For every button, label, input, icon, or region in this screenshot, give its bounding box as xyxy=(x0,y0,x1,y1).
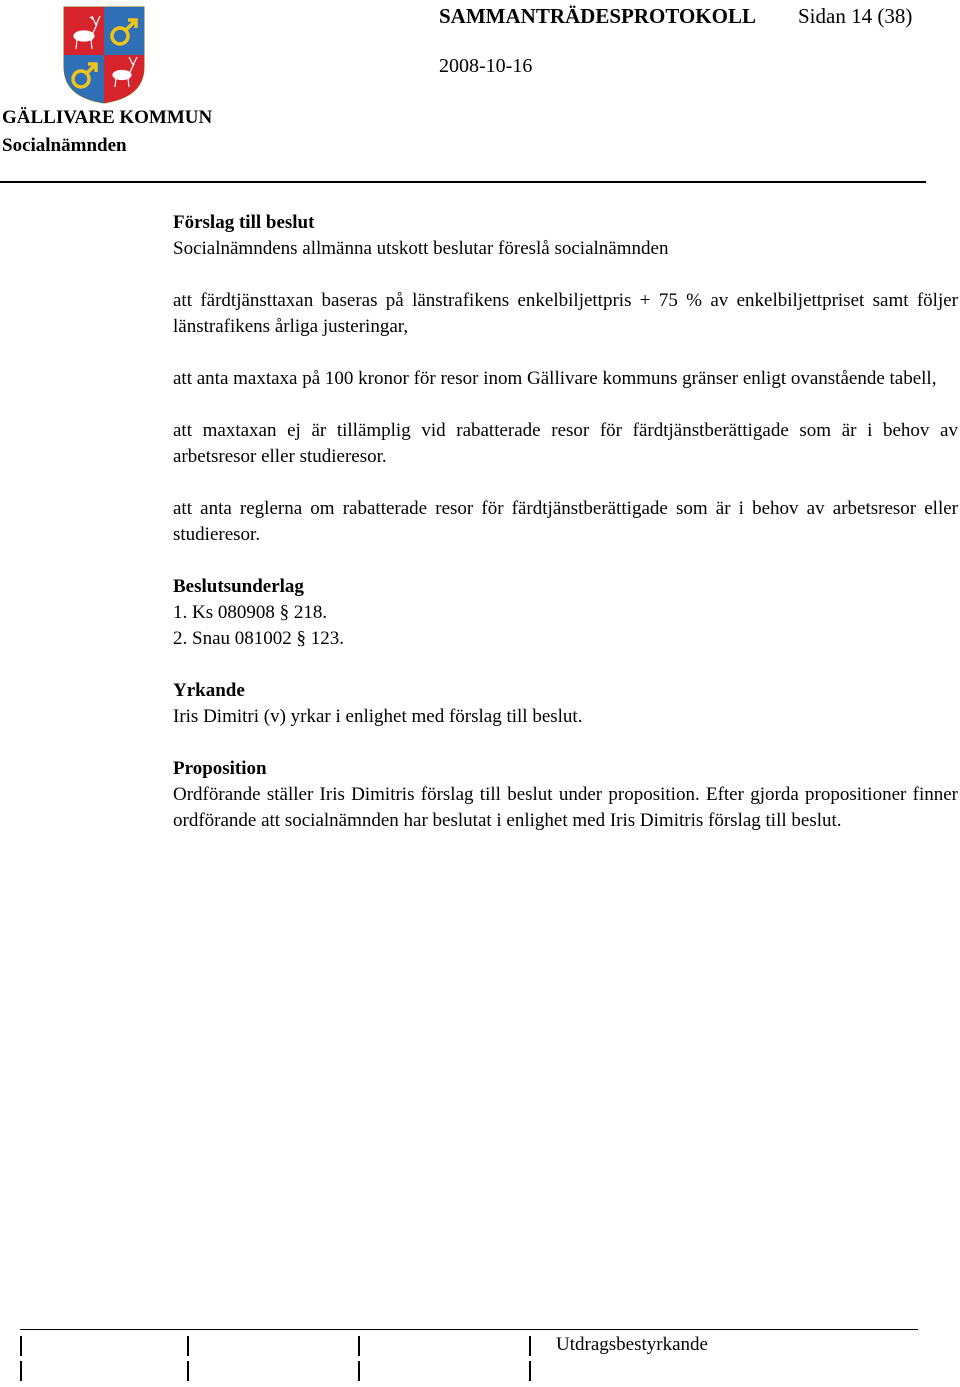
motion-text: Iris Dimitri (v) yrkar i enlighet med förslag till beslut. xyxy=(173,706,583,727)
proposal-heading: Förslag till beslut xyxy=(173,212,315,233)
signature-box-divider xyxy=(20,1361,22,1381)
signature-box-divider xyxy=(20,1336,22,1356)
basis-item: 2. Snau 081002 § 123. xyxy=(173,628,344,649)
proposition-heading: Proposition xyxy=(173,758,267,779)
proposal-item: att maxtaxan ej är tillämplig vid rabatterade resor för färdtjänstberättigade som är i behov av arbetsresor eller studieresor. xyxy=(173,420,958,467)
signature-box-divider xyxy=(358,1361,360,1381)
basis-item: 1. Ks 080908 § 218. xyxy=(173,602,328,623)
header-divider xyxy=(0,181,926,183)
proposal-intro: Socialnämndens allmänna utskott beslutar föreslå socialnämnden xyxy=(173,238,669,259)
page-number: Sidan 14 (38) xyxy=(798,4,913,28)
motion-heading: Yrkande xyxy=(173,680,245,701)
signature-box-divider xyxy=(187,1361,189,1381)
proposal-item: att anta reglerna om rabatterade resor för färdtjänstberättigade som är i behov av arbetsresor eller studieresor. xyxy=(173,498,958,545)
proposal-item: att anta maxtaxa på 100 kronor för resor inom Gällivare kommuns gränser enligt ovanstående tabell, xyxy=(173,368,937,389)
proposal-item: att färdtjänsttaxan baseras på länstrafikens enkelbiljettpris + 75 % av enkelbiljettpriset samt följer länstrafikens årliga justeringar, xyxy=(173,290,958,337)
document-body xyxy=(173,210,958,834)
basis-heading: Beslutsunderlag xyxy=(173,576,304,597)
footer-signature-line xyxy=(20,1329,918,1330)
signature-box-divider xyxy=(529,1361,531,1381)
board-name: Socialnämnden xyxy=(2,135,127,156)
certification-label: Utdragsbestyrkande xyxy=(556,1334,708,1355)
meeting-date: 2008-10-16 xyxy=(439,55,533,77)
municipality-name: GÄLLIVARE KOMMUN xyxy=(2,107,213,128)
coat-of-arms-logo xyxy=(62,5,146,105)
signature-box-divider xyxy=(358,1336,360,1356)
protocol-title: SAMMANTRÄDESPROTOKOLL xyxy=(439,4,756,28)
proposition-text: Ordförande ställer Iris Dimitris förslag till beslut under proposition. Efter gjorda propositioner finner ordförande att socialnämnden har beslutat i enlighet med Iris Dimitris förslag till beslut. xyxy=(173,784,958,831)
signature-box-divider xyxy=(187,1336,189,1356)
signature-box-divider xyxy=(529,1336,531,1356)
